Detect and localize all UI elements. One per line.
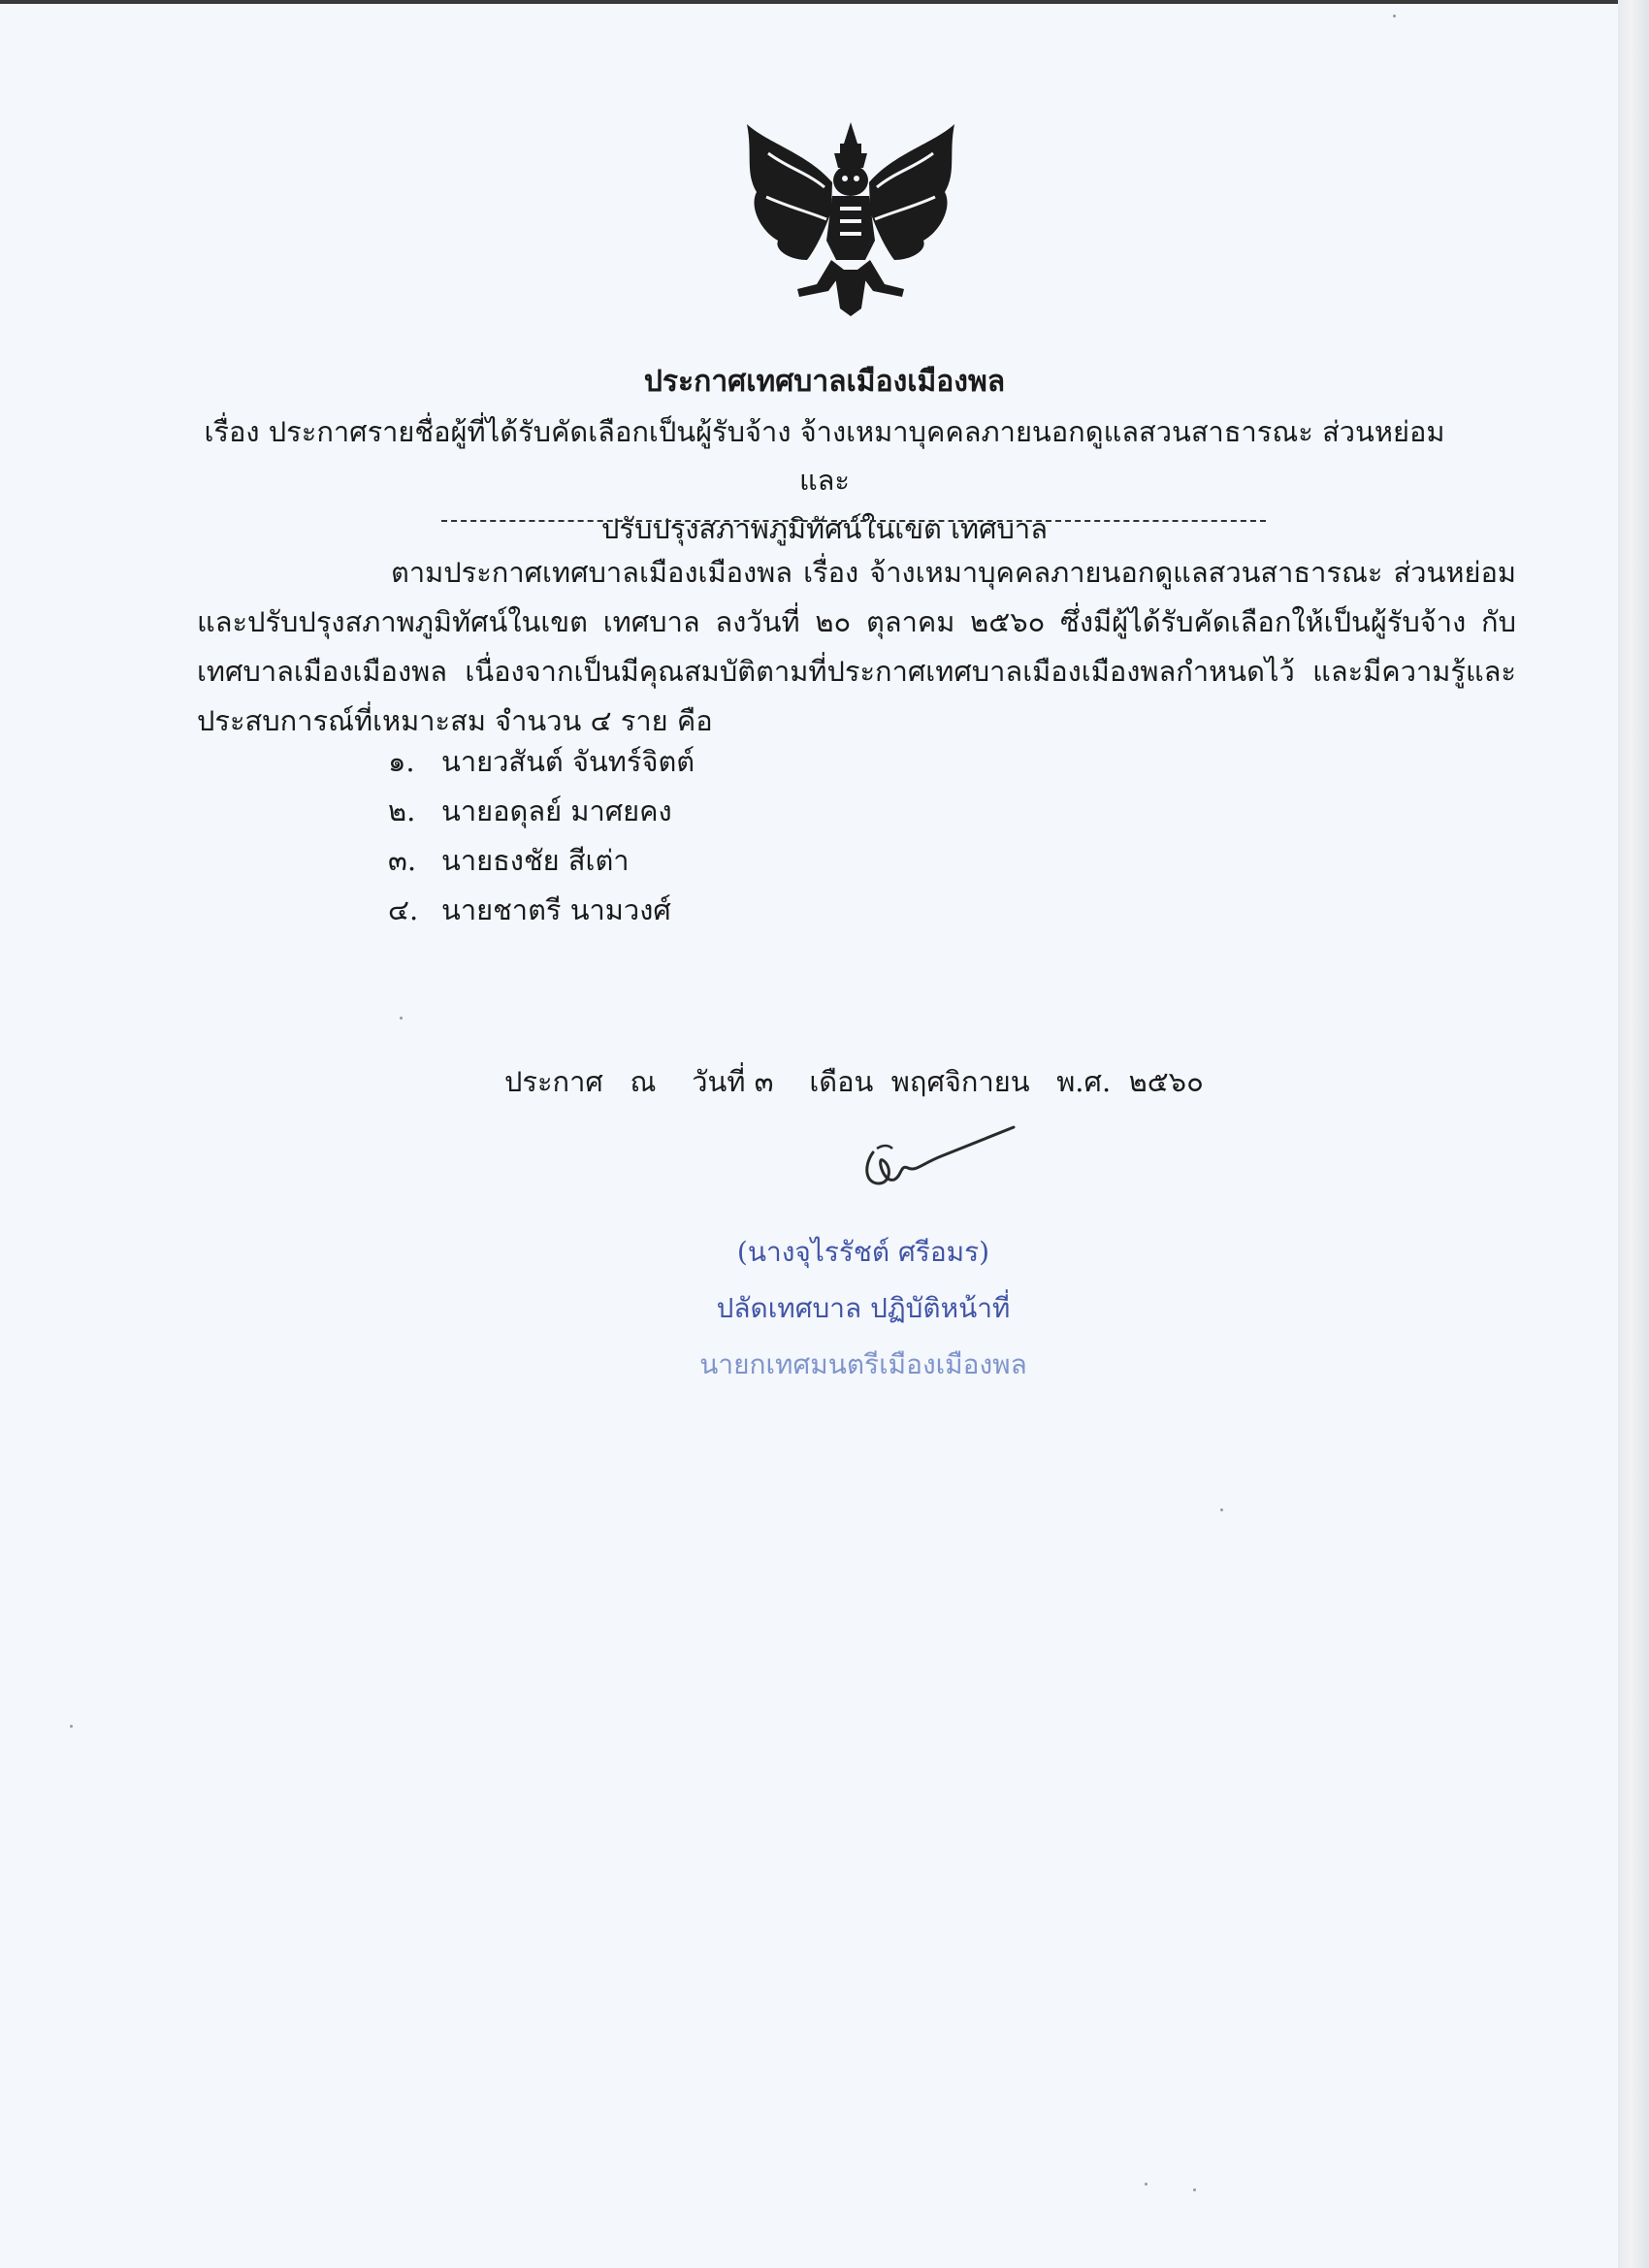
list-item [388, 737, 695, 787]
announcement-body: ตามประกาศเทศบาลเมืองเมืองพล เรื่อง จ้างเหมาบุคคลภายนอกดูแลสวนสาธารณะ ส่วนหย่อม และปรับปรุงสภาพภูมิทัศน์ในเขต เทศบาล ลงวันที่ ๒๐ ตุลาคม ๒๕๖๐ ซึ่งมีผู้ได้รับคัดเลือกให้เป็นผู้รับจ้าง กับเทศบาลเมืองเมืองพล เนื่องจากเป็นมีคุณสมบัติตามที่ประกาศเทศบาลเมืองเมืองพลกำหนดไว้ และมีความรู้และประสบการณ์ที่เหมาะสม จำนวน ๔ ราย คือ [197, 556, 1516, 737]
scan-speck [1393, 15, 1396, 17]
divider-line [441, 520, 1266, 522]
list-item [388, 836, 695, 886]
announcement-title: ประกาศเทศบาลเมืองเมืองพล [643, 365, 1006, 399]
list-item-name: นายชาตรี นามวงศ์ [441, 893, 671, 926]
list-item-number: ๒. [388, 794, 416, 827]
subject-line-1: เรื่อง ประกาศรายชื่อผู้ที่ได้รับคัดเลือกเป็นผู้รับจ้าง จ้างเหมาบุคคลภายนอกดูแลสวนสาธารณะ ส่วนหย่อม และ [204, 415, 1445, 497]
signatory-position: ปลัดเทศบาล ปฏิบัติหน้าที่ [716, 1292, 1011, 1324]
list-item-number: ๑. [388, 745, 415, 778]
page-edge-right [1618, 0, 1649, 2268]
list-item [388, 886, 695, 935]
list-item-number: ๓. [388, 844, 417, 877]
signature-block [640, 1224, 1086, 1393]
list-item-name: นายอดุลย์ มาศยคง [441, 794, 672, 827]
list-item [388, 787, 695, 836]
subject-line-2: ปรับปรุงสภาพภูมิทัศน์ในเขต เทศบาล [600, 512, 1048, 545]
selected-names-list [388, 737, 695, 935]
scan-speck [70, 1725, 73, 1728]
scan-speck [400, 1017, 403, 1020]
handwritten-signature-icon [854, 1116, 1018, 1203]
scan-speck [1193, 2188, 1196, 2191]
page-edge-top [0, 0, 1649, 4]
garuda-emblem-icon [739, 114, 962, 318]
signatory-name: (นางจุไรรัชต์ ศรีอมร) [736, 1236, 990, 1268]
announcement-subject [194, 407, 1455, 553]
scan-speck [1220, 1508, 1223, 1511]
list-item-name: นายวสันต์ จันทร์จิตต์ [441, 745, 695, 778]
list-item-name: นายธงชัย สีเต่า [441, 844, 630, 877]
issued-date: ประกาศ ณ วันที่ ๓ เดือน พฤศจิกายน พ.ศ. ๒๕๖๐ [504, 1065, 1204, 1098]
list-item-number: ๔. [388, 893, 419, 926]
scan-speck [1145, 2183, 1148, 2186]
signatory-role: นายกเทศมนตรีเมืองเมืองพล [699, 1348, 1027, 1380]
